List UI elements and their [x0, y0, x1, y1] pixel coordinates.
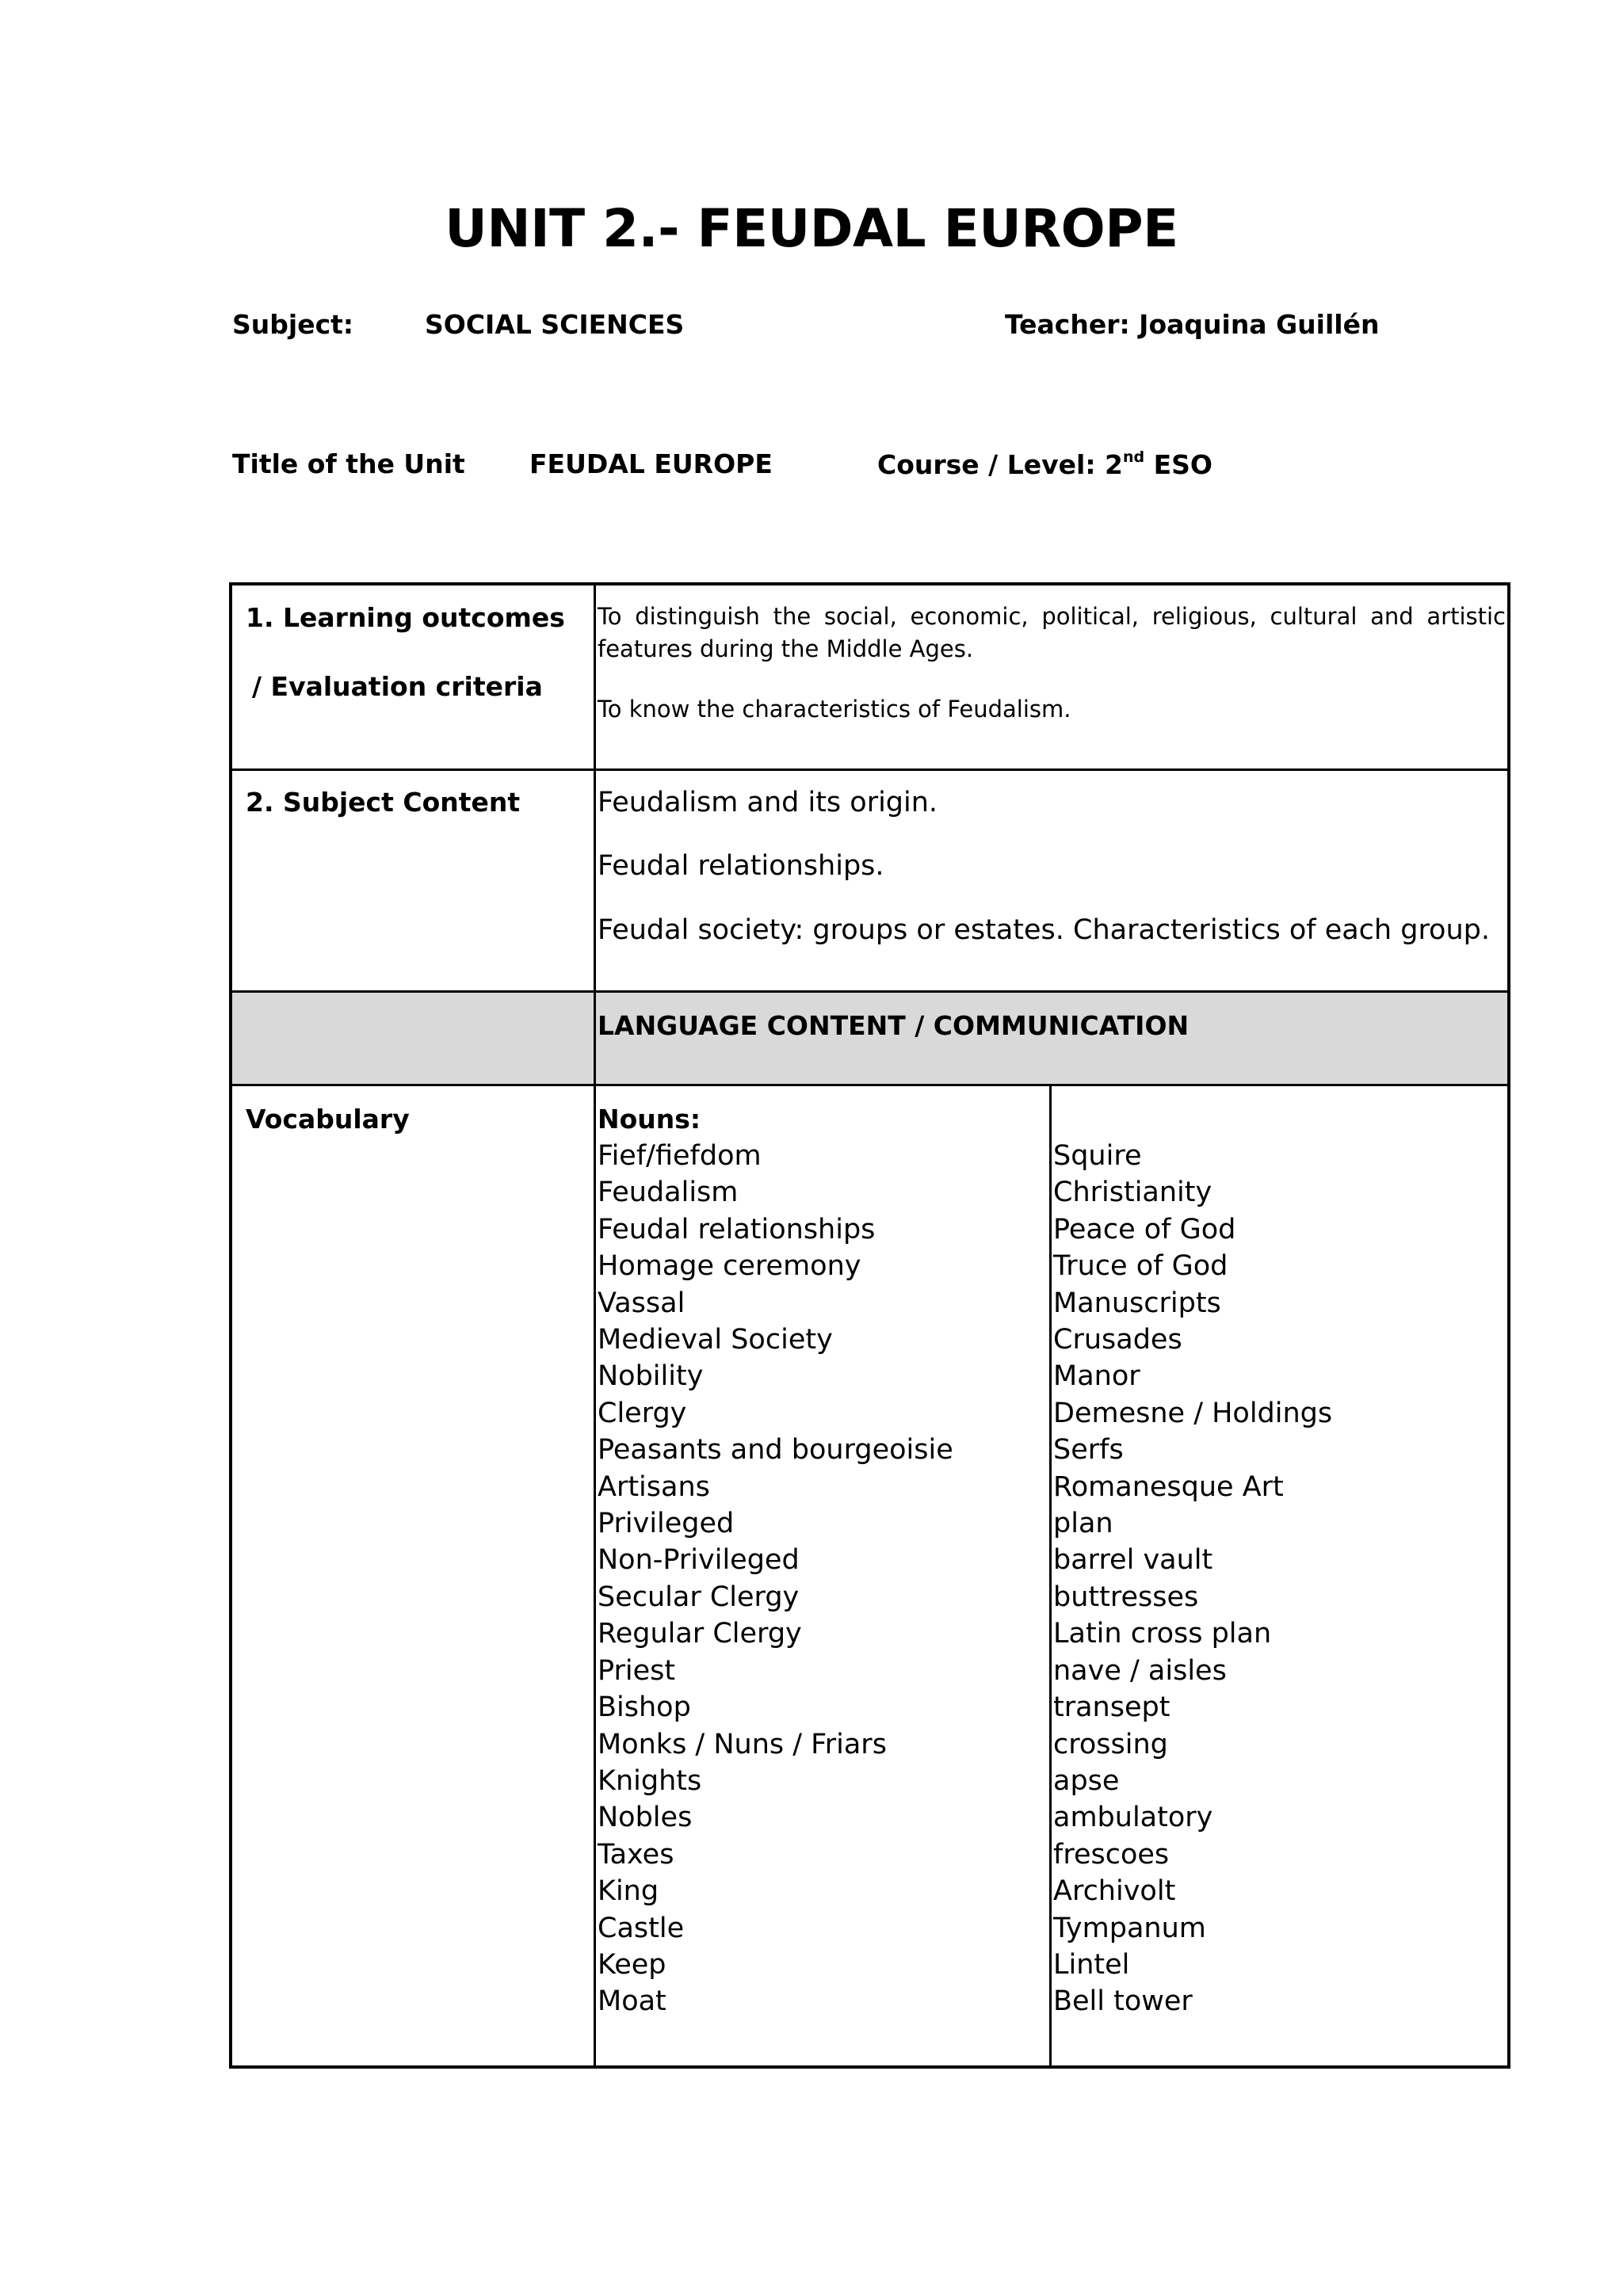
row-divider — [232, 769, 1507, 771]
vocabulary-term: Crusades — [1053, 1324, 1182, 1356]
vocabulary-term: barrel vault — [1053, 1544, 1213, 1577]
vocabulary-term: Priest — [598, 1654, 676, 1687]
vocabulary-term: Bell tower — [1053, 1985, 1193, 2018]
vocabulary-list-col2 — [1053, 1138, 1332, 2020]
vocabulary-term: Knights — [598, 1764, 702, 1797]
vocabulary-term: Christianity — [1053, 1177, 1212, 1209]
course-ordinal: nd — [1122, 448, 1145, 466]
vocabulary-term: Truce of God — [1053, 1250, 1228, 1283]
subject-content-item: Feudalism and its origin. — [598, 787, 938, 818]
column-divider — [594, 585, 596, 2065]
vocabulary-term: Demesne / Holdings — [1053, 1397, 1333, 1429]
vocabulary-term: Lintel — [1053, 1948, 1130, 1981]
vocabulary-term: buttresses — [1053, 1581, 1199, 1613]
vocabulary-term: Monks / Nuns / Friars — [598, 1728, 887, 1760]
vocabulary-term: Keep — [598, 1948, 666, 1981]
vocabulary-term: Regular Clergy — [598, 1618, 802, 1650]
vocabulary-term: Medieval Society — [598, 1324, 833, 1356]
vocabulary-term: Manor — [1053, 1360, 1140, 1393]
vocabulary-term: Nobility — [598, 1360, 704, 1393]
vocabulary-term: Castle — [598, 1912, 685, 1944]
vocabulary-term: plan — [1053, 1508, 1113, 1540]
vocabulary-term: Squire — [1053, 1140, 1142, 1172]
evaluation-criteria-label: / Evaluation criteria — [252, 671, 543, 702]
vocabulary-term: Homage ceremony — [598, 1250, 861, 1283]
row-divider — [232, 990, 1507, 993]
vocabulary-term: Vassal — [598, 1287, 685, 1319]
vocabulary-term: Tympanum — [1053, 1912, 1206, 1944]
subject-content-item: Feudal society: groups or estates. Characteristics of each group. — [598, 914, 1490, 946]
subject-label: Subject: — [232, 309, 354, 340]
learning-outcome-1: To distinguish the social, economic, political, religious, cultural and artistic features during the Middle Ages. — [598, 603, 1506, 662]
vocabulary-term: Archivolt — [1053, 1875, 1176, 1908]
vocabulary-term: Nobles — [598, 1802, 693, 1834]
vocabulary-term: Latin cross plan — [1053, 1618, 1272, 1650]
unit-title-label: Title of the Unit — [232, 448, 465, 479]
vocabulary-term: Artisans — [598, 1470, 710, 1503]
vocabulary-term: crossing — [1053, 1728, 1168, 1760]
row-divider — [232, 1084, 1507, 1086]
nouns-label: Nouns: — [598, 1104, 701, 1135]
learning-outcomes-label: 1. Learning outcomes — [246, 602, 565, 633]
course-level — [877, 448, 1212, 480]
teacher-name: Teacher: Joaquina Guillén — [1005, 309, 1380, 340]
subject-value: SOCIAL SCIENCES — [425, 309, 685, 340]
vocabulary-term: King — [598, 1875, 659, 1908]
vocabulary-list-col1 — [598, 1138, 953, 2020]
unit-plan-table — [229, 582, 1510, 2069]
subject-content-item: Feudal relationships. — [598, 850, 884, 882]
unit-title-value: FEUDAL EUROPE — [529, 448, 773, 479]
vocabulary-term: transept — [1053, 1691, 1170, 1724]
vocabulary-label: Vocabulary — [246, 1104, 410, 1135]
vocabulary-term: frescoes — [1053, 1838, 1170, 1871]
vocabulary-term: Peasants and bourgeoisie — [598, 1434, 953, 1466]
vocabulary-term: Non-Privileged — [598, 1544, 800, 1577]
vocabulary-term: Clergy — [598, 1397, 687, 1429]
vocabulary-term: Moat — [598, 1985, 666, 2018]
vocabulary-term: Fief/fiefdom — [598, 1140, 762, 1172]
vocabulary-term: Manuscripts — [1053, 1287, 1221, 1319]
column-divider — [1049, 1084, 1052, 2065]
course-label: Course / Level: 2 — [877, 449, 1123, 480]
vocabulary-term: ambulatory — [1053, 1802, 1213, 1834]
vocabulary-term: Privileged — [598, 1508, 735, 1540]
vocabulary-term: Secular Clergy — [598, 1581, 800, 1613]
unit-title: UNIT 2.- FEUDAL EUROPE — [445, 198, 1178, 259]
vocabulary-term: Serfs — [1053, 1434, 1124, 1466]
vocabulary-term: Taxes — [598, 1838, 674, 1871]
course-level-value: ESO — [1153, 449, 1212, 480]
vocabulary-term: nave / aisles — [1053, 1654, 1227, 1687]
vocabulary-term: Bishop — [598, 1691, 691, 1724]
vocabulary-term: apse — [1053, 1764, 1120, 1797]
vocabulary-term: Peace of God — [1053, 1213, 1236, 1245]
vocabulary-term: Feudalism — [598, 1177, 739, 1209]
vocabulary-term: Feudal relationships — [598, 1213, 876, 1245]
vocabulary-term: Romanesque Art — [1053, 1470, 1284, 1503]
learning-outcome-2: To know the characteristics of Feudalism. — [598, 696, 1071, 723]
subject-content-label: 2. Subject Content — [246, 787, 521, 818]
language-content-header: LANGUAGE CONTENT / COMMUNICATION — [598, 1010, 1190, 1041]
